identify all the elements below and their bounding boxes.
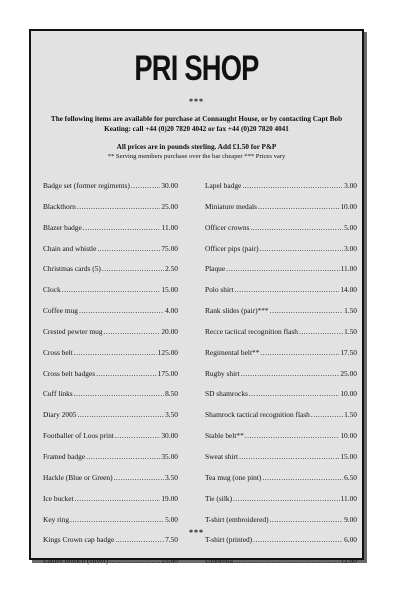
item-name: Hackle (Blue or Green) — [43, 472, 113, 482]
item-name: Ice bucket — [43, 493, 74, 503]
dot-leader — [131, 181, 161, 190]
top-separator: *** — [189, 97, 204, 106]
dot-leader — [299, 327, 343, 336]
price-list-item — [43, 452, 178, 473]
item-price: 1.50 — [344, 326, 357, 336]
price-list-item — [43, 473, 178, 494]
right-item-column — [205, 181, 357, 577]
dot-leader — [239, 452, 339, 461]
item-price: 17.50 — [340, 347, 357, 357]
price-list-item — [205, 181, 357, 202]
item-price: 5.00 — [165, 514, 178, 524]
item-name: Tea mug (one pint) — [205, 472, 262, 482]
price-list-item — [205, 348, 357, 369]
price-list-item — [43, 285, 178, 306]
item-price: 19.00 — [161, 493, 178, 503]
item-name: Ladies brooch (silver) — [43, 556, 109, 566]
item-name: T-shirt (printed) — [205, 535, 253, 545]
dot-leader — [226, 264, 340, 273]
price-list-item — [43, 244, 178, 265]
item-price: 125.00 — [157, 347, 178, 357]
item-price: 2.50 — [165, 264, 178, 274]
item-name: Stable belt** — [205, 431, 244, 441]
dot-leader — [96, 369, 157, 378]
price-list-item — [43, 494, 178, 515]
dot-leader — [79, 306, 164, 315]
price-list-item — [205, 306, 357, 327]
dot-leader — [115, 431, 161, 440]
dot-leader — [242, 181, 343, 190]
item-price: 6.50 — [344, 472, 357, 482]
item-name: Officer crowns — [205, 222, 250, 232]
item-name: Crested pewter mug — [43, 326, 103, 336]
dot-leader — [233, 494, 340, 503]
item-price: 3.50 — [165, 472, 178, 482]
item-name: T-shirt (embroidered) — [205, 514, 269, 524]
dot-leader — [260, 244, 343, 253]
dot-leader — [77, 410, 164, 419]
item-name: Officer pips (pair) — [205, 243, 259, 253]
item-price: 1.50 — [344, 306, 357, 316]
dot-leader — [270, 515, 344, 524]
item-price: 30.00 — [161, 431, 178, 441]
item-name: Coffee mug — [43, 306, 78, 316]
item-name: Lapel badge — [205, 181, 242, 190]
price-list-item — [43, 410, 178, 431]
item-name: Umbrella — [205, 556, 233, 566]
dot-leader — [97, 244, 160, 253]
intro-text: The following items are available for purchase at Connaught House, or by contacting Capt Bob Keating: call +44 (0)20 7820 4042 or fax +44 (0)20 7820 4041 — [50, 115, 343, 133]
dot-leader — [109, 556, 160, 565]
dot-leader — [249, 389, 339, 398]
price-list-panel — [29, 29, 364, 566]
item-price: 9.00 — [344, 514, 357, 524]
item-name: Cross belt — [43, 347, 73, 357]
item-price: 7.50 — [165, 535, 178, 545]
dot-leader — [102, 264, 164, 273]
item-price: 4.00 — [165, 306, 178, 316]
item-name: Rank slides (pair)*** — [205, 306, 269, 316]
item-price: 75.00 — [161, 243, 178, 253]
item-price: 175.00 — [157, 368, 178, 378]
item-price: 15.00 — [340, 451, 357, 461]
item-name: Regimental belt** — [205, 347, 260, 357]
dot-leader — [260, 348, 339, 357]
item-price: 15.00 — [161, 285, 178, 295]
bottom-separator: *** — [189, 528, 204, 537]
item-name: Framed badge — [43, 451, 86, 461]
price-list-item — [205, 389, 357, 410]
item-name: Tie (silk) — [205, 493, 233, 503]
item-name: Blazer badge — [43, 222, 82, 232]
dot-leader — [75, 494, 161, 503]
price-list-item — [205, 410, 357, 431]
dot-leader — [234, 556, 339, 565]
price-list-item — [43, 181, 178, 202]
price-list-item — [205, 473, 357, 494]
item-name: Rugby shirt — [205, 368, 240, 378]
item-price: 25.00 — [161, 201, 178, 211]
price-list-item — [43, 223, 178, 244]
dot-leader — [104, 327, 161, 336]
item-name: Cuff links — [43, 389, 73, 399]
dot-leader — [270, 306, 343, 315]
price-list-item — [205, 452, 357, 473]
price-list-item — [43, 556, 178, 577]
dot-leader — [245, 431, 340, 440]
item-price: 11.00 — [340, 264, 357, 274]
item-price: 5.00 — [344, 222, 357, 232]
item-name: Cross belt badges — [43, 368, 96, 378]
price-list-item — [205, 535, 357, 556]
item-price: 10.00 — [340, 201, 357, 211]
dot-leader — [241, 369, 340, 378]
item-name: Blackthorn — [43, 201, 76, 211]
price-list-item — [43, 264, 178, 285]
item-name: Clock — [43, 285, 61, 295]
item-name: Diary 2005 — [43, 410, 77, 420]
price-list-item — [43, 535, 178, 556]
price-list-item — [205, 223, 357, 244]
dot-leader — [235, 285, 340, 294]
dot-leader — [62, 285, 161, 294]
price-list-item — [205, 327, 357, 348]
price-list-item — [43, 369, 178, 390]
item-price: 25.00 — [161, 556, 178, 566]
dot-leader — [77, 202, 161, 211]
dot-leader — [258, 202, 339, 211]
price-list-item — [205, 202, 357, 223]
price-list-item — [205, 244, 357, 265]
item-name: Kings Crown cap badge — [43, 535, 115, 545]
pricing-note: All prices are in pounds sterling. Add £1.50 for P&P — [116, 143, 277, 151]
item-price: 10.00 — [340, 389, 357, 399]
item-name: Sweat shirt — [205, 451, 239, 461]
item-name: Plaque — [205, 264, 226, 274]
dot-leader — [86, 452, 160, 461]
footnotes: ** Serving members purchase over the bar cheaper *** Prices vary — [107, 153, 286, 160]
item-price: 35.00 — [161, 451, 178, 461]
price-list-item — [43, 306, 178, 327]
item-name: Polo shirt — [205, 285, 234, 295]
item-price: 3.00 — [344, 243, 357, 253]
price-list-item — [43, 389, 178, 410]
dot-leader — [311, 410, 343, 419]
dot-leader — [262, 473, 343, 482]
page-title: PRI SHOP — [134, 49, 259, 88]
price-list-item — [43, 202, 178, 223]
item-price: 14.00 — [340, 285, 357, 295]
item-name: Recce tactical recognition flash — [205, 326, 298, 336]
item-price: 11.00 — [340, 493, 357, 503]
price-list-item — [43, 327, 178, 348]
price-list-item — [43, 431, 178, 452]
item-name: Shamrock tactical recognition flash — [205, 410, 310, 420]
item-name: Footballer of Loos print — [43, 431, 114, 441]
item-price: 20.00 — [161, 326, 178, 336]
item-price: 6.00 — [344, 535, 357, 545]
item-name: Miniature medals — [205, 201, 257, 211]
dot-leader — [250, 223, 343, 232]
item-price: 11.00 — [161, 222, 178, 232]
dot-leader — [83, 223, 161, 232]
item-price: 25.00 — [340, 368, 357, 378]
item-price: 8.50 — [165, 389, 178, 399]
price-list-item — [205, 494, 357, 515]
dot-leader — [70, 515, 164, 524]
price-list-item — [205, 285, 357, 306]
dot-leader — [74, 348, 157, 357]
item-name: SD shamrocks — [205, 389, 248, 399]
item-name: Key ring — [43, 514, 70, 524]
price-list-item — [205, 264, 357, 285]
price-list-item — [205, 369, 357, 390]
item-price: 30.00 — [161, 181, 178, 190]
price-list-item — [205, 431, 357, 452]
dot-leader — [114, 473, 165, 482]
left-item-column — [43, 181, 178, 577]
item-price: 3.00 — [344, 181, 357, 190]
price-list-item — [43, 348, 178, 369]
item-price: 1.50 — [344, 410, 357, 420]
item-name: Christmas cards (5) — [43, 264, 101, 274]
item-price: 3.50 — [165, 410, 178, 420]
item-price: 10.00 — [340, 431, 357, 441]
dot-leader — [74, 389, 164, 398]
item-name: Badge set (former regiments) — [43, 181, 130, 190]
price-list-item — [205, 556, 357, 577]
item-name: Chain and whistle — [43, 243, 97, 253]
item-price: 12.00 — [340, 556, 357, 566]
